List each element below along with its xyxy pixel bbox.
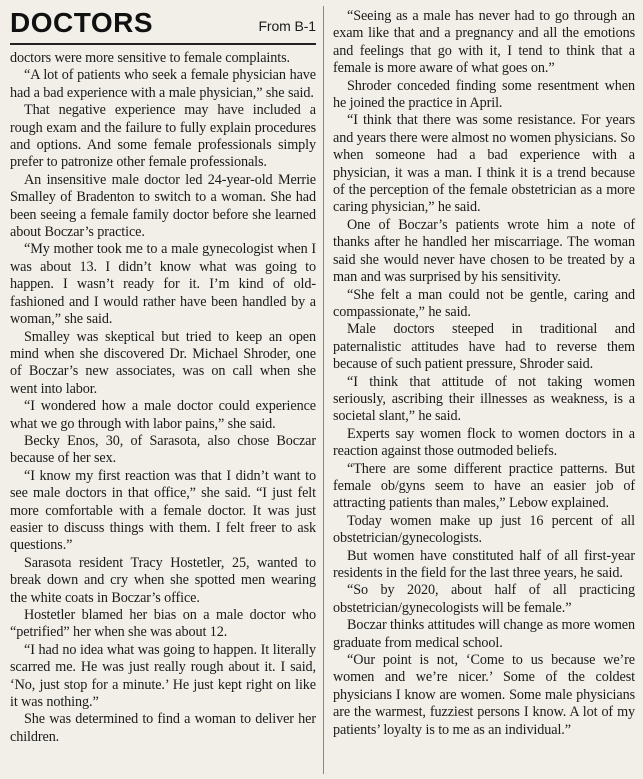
- paragraph: “Seeing as a male has never had to go through an exam like that and a pregnancy and all the emotions and feelings that go with it, I tend to think that a female is more aware of what goes on.”: [333, 8, 635, 77]
- paragraph: Hostetler blamed her bias on a male doctor who “petrified” her when she was about 12.: [10, 607, 316, 641]
- paragraph: “I had no idea what was going to happen. It literally scarred me. He was just really rough about it. I said, ‘No, just stop for a minute.’ He just kept right on like it was nothing.”: [10, 641, 316, 711]
- paragraph: Experts say women flock to women doctors in a reaction against those outmoded beliefs.: [333, 425, 635, 460]
- paragraph: Boczar thinks attitudes will change as more women graduate from medical school.: [333, 617, 635, 651]
- paragraph: “I wondered how a male doctor could experience what we go through with labor pains,” she said.: [10, 398, 316, 432]
- paragraph: “She felt a man could not be gentle, caring and compassionate,” he said.: [333, 286, 635, 320]
- paragraph: That negative experience may have included a rough exam and the failure to fully explain procedures and options. And some female professionals simply prefer to patronize other female professionals.: [10, 102, 316, 171]
- article-header: [10, 7, 316, 38]
- paragraph: Smalley was skeptical but tried to keep an open mind when she discovered Dr. Michael Shroder, one of Boczar’s new associates, was on call when she went into labor.: [10, 328, 316, 397]
- paragraph: She was determined to find a woman to deliver her children.: [10, 711, 316, 745]
- paragraph: One of Boczar’s patients wrote him a note of thanks after he handled her miscarriage. The woman said she would never have chosen to be treated by a man and was surprised by his sensitivity.: [333, 216, 635, 286]
- paragraph: An insensitive male doctor led 24-year-old Merrie Smalley of Bradenton to switch to a woman. She had been seeing a female family doctor before she learned about Boczar’s practice.: [10, 171, 316, 241]
- section-slug: DOCTORS: [10, 7, 153, 38]
- paragraph: Becky Enos, 30, of Sarasota, also chose Boczar because of her sex.: [10, 432, 316, 467]
- paragraph: Shroder conceded finding some resentment when he joined the practice in April.: [333, 77, 635, 112]
- header-rule: [10, 43, 316, 45]
- paragraph: “So by 2020, about half of all practicing obstetrician/gynecologists will be female.”: [333, 582, 635, 616]
- paragraph: But women have constituted half of all first-year residents in the field for the last three years, he said.: [333, 547, 635, 581]
- paragraph: “There are some different practice patterns. But female ob/gyns seem to have an easier job of attracting patients than males,” Lebow explained.: [333, 460, 635, 512]
- right-column: [333, 8, 635, 739]
- paragraph: “I know my first reaction was that I didn’t want to see male doctors in that office,” she said. “I just felt more comfortable with a female doctor. It was just easier to discuss things with them. I felt freer to ask questions.”: [10, 467, 316, 554]
- paragraph: “I think that attitude of not taking women seriously, ascribing their illnesses as weakness, is a societal slant,” he said.: [333, 373, 635, 425]
- paragraph: “A lot of patients who seek a female physician have had a bad experience with a male physician,” she said.: [10, 67, 316, 101]
- paragraph: doctors were more sensitive to female complaints.: [10, 50, 290, 66]
- paragraph: “Our point is not, ‘Come to us because we’re women and we’re nicer.’ Some of the coldest physicians I know are women. Some male physicians are the warmest, fuzziest persons I know. A lot of my patients’ loyalty is to me as an individual.”: [333, 652, 635, 738]
- paragraph: Male doctors steeped in traditional and paternalistic attitudes have had to reverse them because of such patient pressure, Shroder said.: [333, 321, 635, 373]
- paragraph: Today women make up just 16 percent of all obstetrician/gynecologists.: [333, 512, 635, 547]
- paragraph: “I think that there was some resistance. For years and years there were almost no women physicians. So when someone had a bad experience with a physician, it was a man. I think it is a trend because of the perception of the female obstetrician as a more caring physician,” he said.: [333, 112, 635, 216]
- paragraph: Sarasota resident Tracy Hostetler, 25, wanted to break down and cry when she spotted men wearing the white coats in Boczar’s office.: [10, 554, 316, 606]
- column-divider: [323, 6, 324, 774]
- paragraph: “My mother took me to a male gynecologist when I was about 13. I didn’t know what was going to happen. I wasn’t ready for it. I’m kind of old-fashioned and I would rather have been handled by a woman,” she said.: [10, 241, 316, 328]
- left-column: [10, 8, 316, 746]
- jump-line: From B-1: [258, 18, 316, 34]
